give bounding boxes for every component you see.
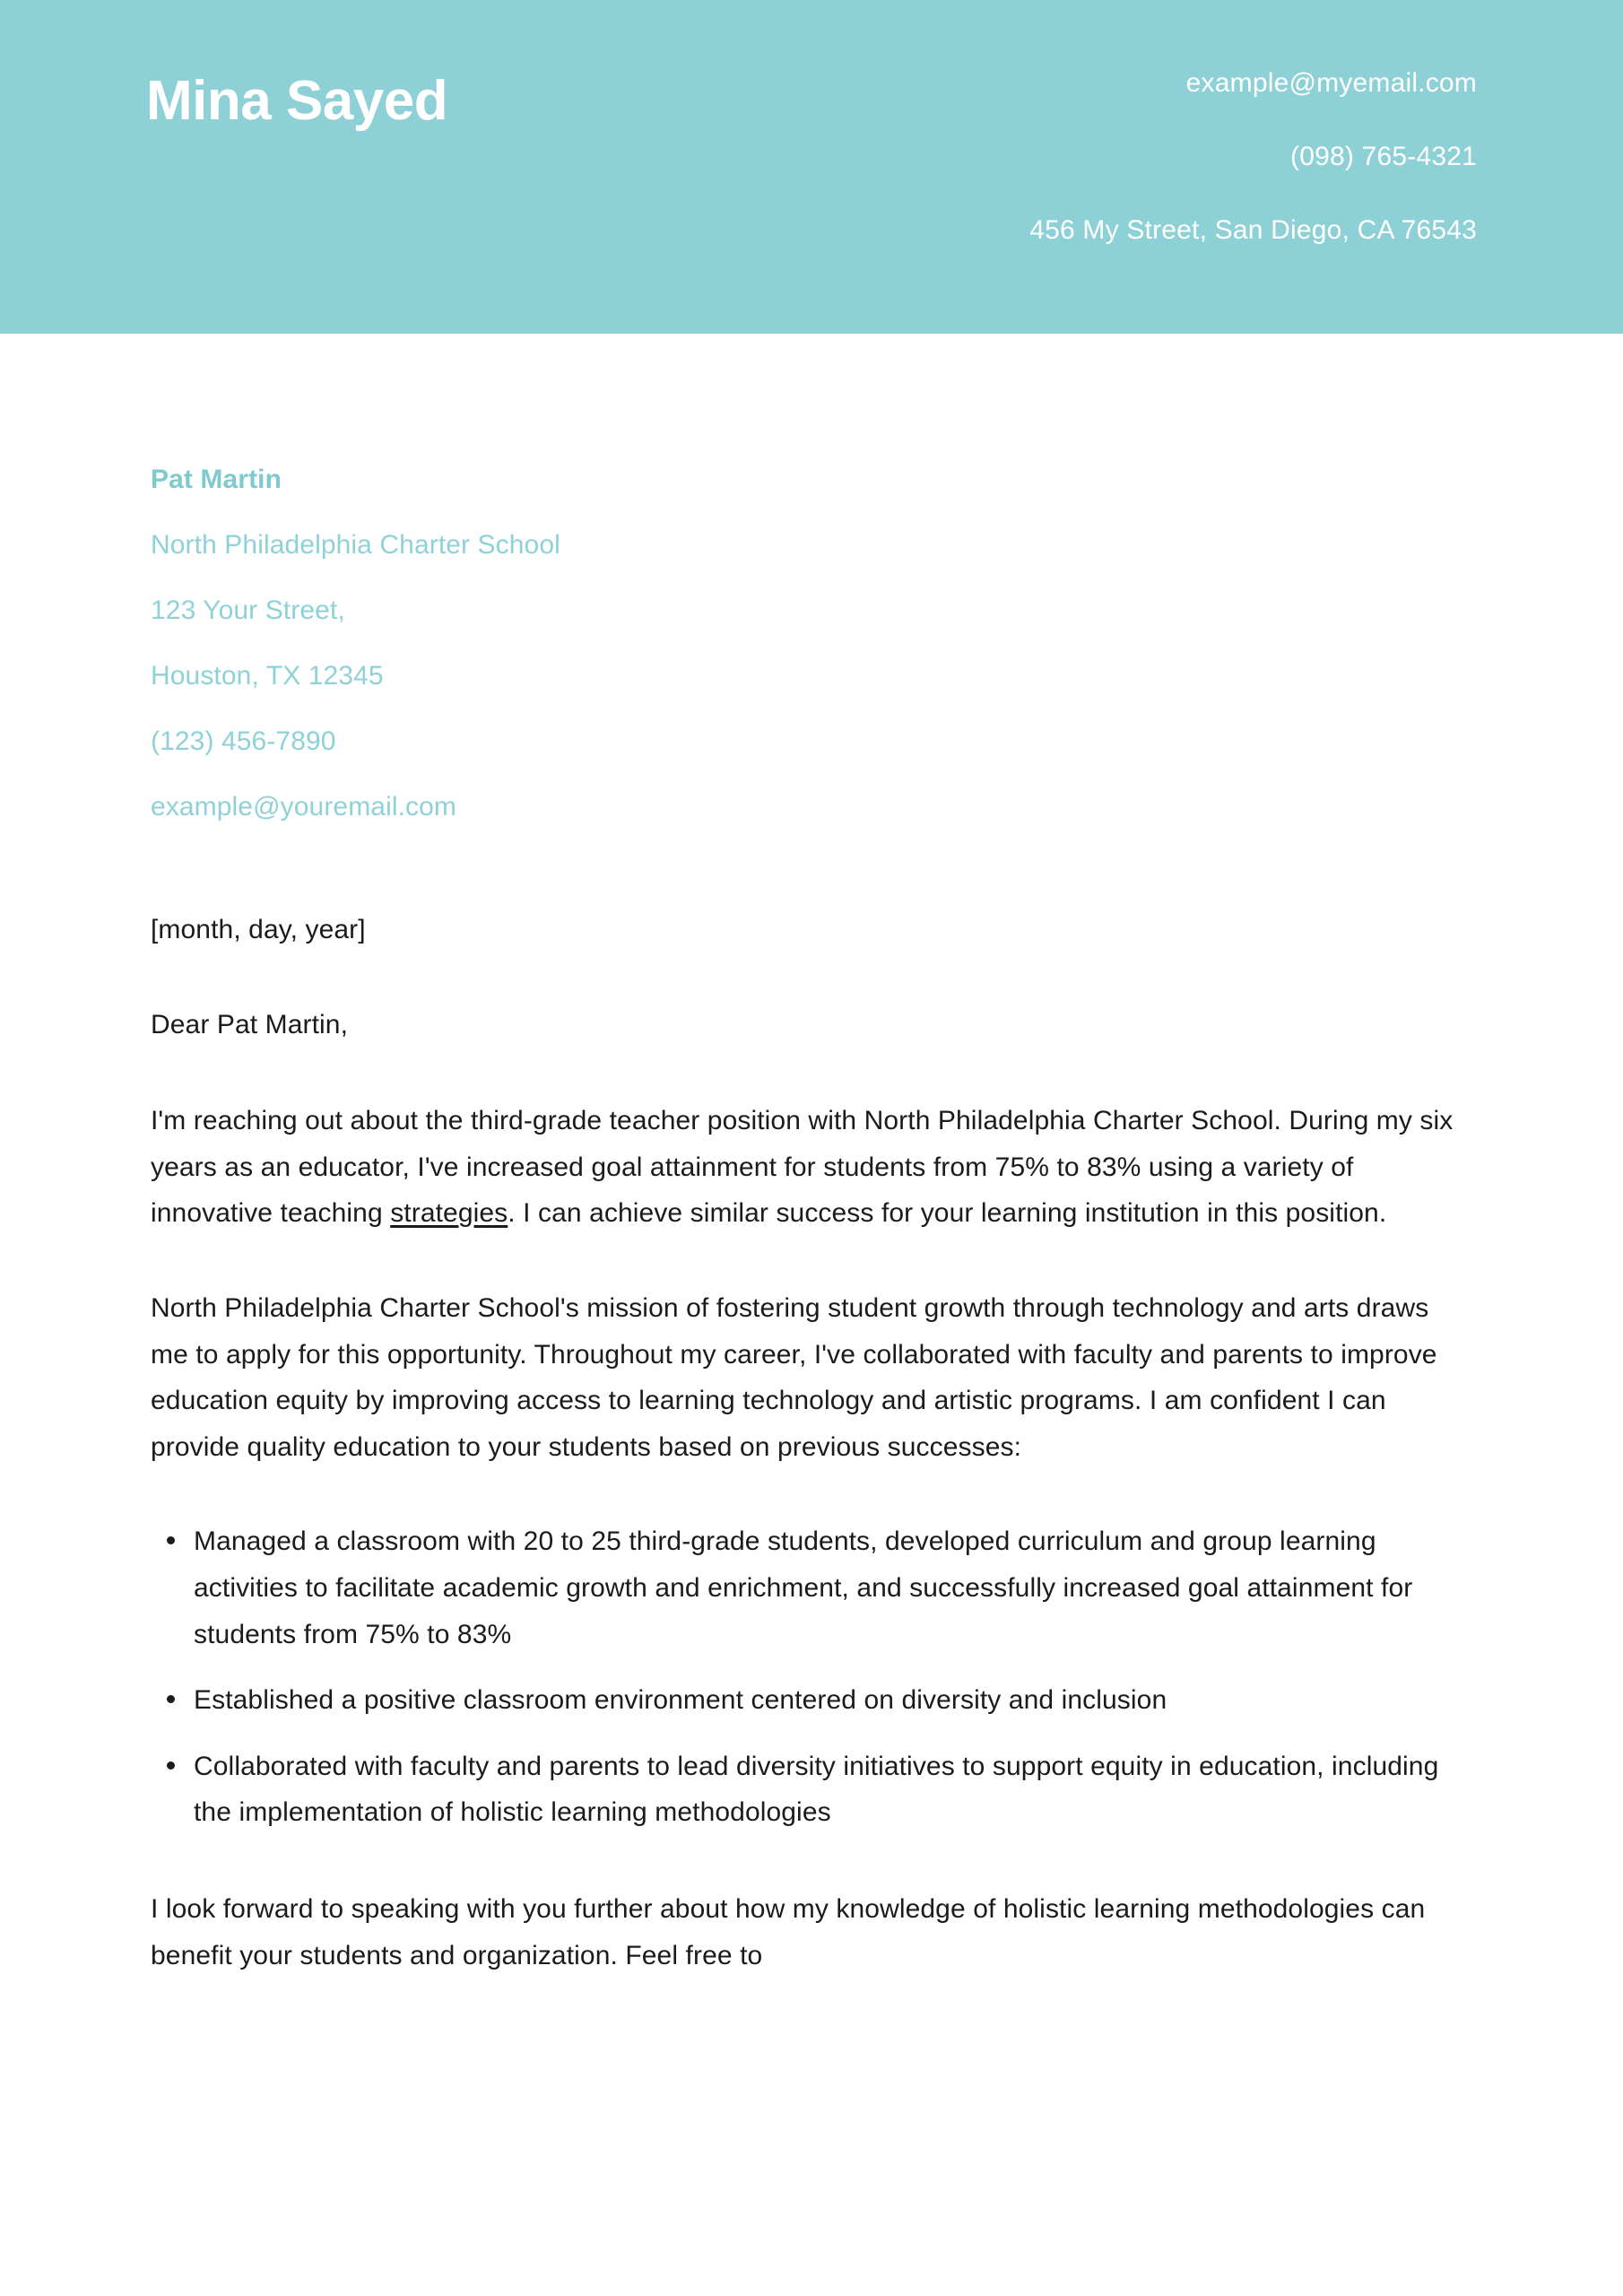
letter-paragraph-2: North Philadelphia Charter School's mission of fostering student growth through technology and arts draws me to apply for this opportunity. Throughout my career, I've collaborated with faculty and parents to improve education equity by improving access to learning technology and artistic programs. I am confident I can provide quality education to your students based on previous successes: <box>151 1292 1437 1462</box>
letter-paragraph-3: I look forward to speaking with you further about how my knowledge of holistic learning methodologies can benefit your students and organization. Feel free to <box>151 1893 1426 1970</box>
applicant-email: example@myemail.com <box>1185 68 1477 98</box>
letter-body <box>0 334 1623 2027</box>
achievements-list <box>151 1518 1472 1836</box>
applicant-address: 456 My Street, San Diego, CA 76543 <box>1029 215 1477 245</box>
recipient-email: example@youremail.com <box>151 792 457 822</box>
letter-paragraph-1 <box>151 1098 1472 1237</box>
applicant-name: Mina Sayed <box>146 70 448 132</box>
header-inner <box>0 0 1623 334</box>
recipient-name: Pat Martin <box>151 465 282 494</box>
recipient-city-state-zip: Houston, TX 12345 <box>151 661 384 691</box>
letter-salutation: Dear Pat Martin, <box>151 1009 349 1039</box>
list-item: Managed a classroom with 20 to 25 third-grade students, developed curriculum and group learning activities to facilitate academic growth and enrichment, and successfully increased goal attainment for students from 75% to 83% <box>194 1518 1472 1657</box>
recipient-street: 123 Your Street, <box>151 596 345 625</box>
recipient-block <box>151 466 1472 821</box>
letter-header-banner <box>0 0 1623 334</box>
applicant-phone: (098) 765-4321 <box>1290 142 1477 171</box>
paragraph-1-text-before-link: I'm reaching out about the third-grade teacher position with North Philadelphia Charter School. During my six years as an educator, I've increased goal attainment for students from 75% to 83% using a variety of innovative teaching <box>151 1106 1454 1229</box>
letter-date: [month, day, year] <box>151 915 366 944</box>
paragraph-1-text-after-link: . I can achieve similar success for your learning institution in this position. <box>508 1198 1387 1229</box>
recipient-organization: North Philadelphia Charter School <box>151 530 560 560</box>
list-item: Established a positive classroom environment centered on diversity and inclusion <box>194 1677 1472 1724</box>
recipient-phone: (123) 456-7890 <box>151 726 336 756</box>
applicant-contact-block <box>670 70 1477 244</box>
list-item: Collaborated with faculty and parents to lead diversity initiatives to support equity in education, including the implementation of holistic learning methodologies <box>194 1744 1472 1836</box>
strategies-underlined-text[interactable]: strategies <box>390 1198 508 1229</box>
